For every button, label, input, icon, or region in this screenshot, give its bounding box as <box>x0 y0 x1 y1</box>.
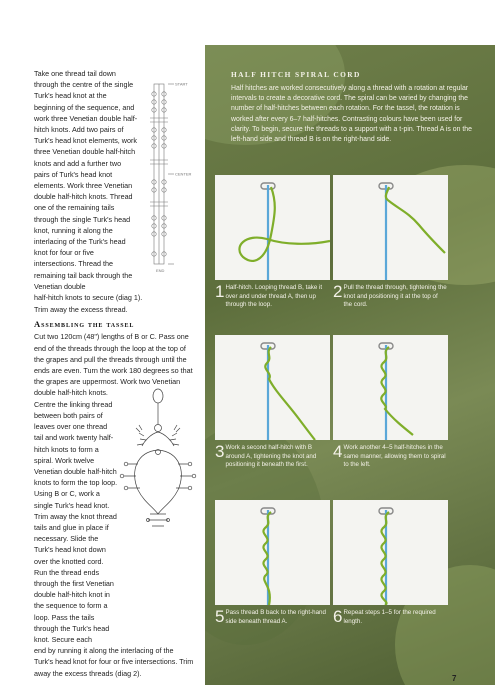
step-caption: Half-hitch. Looping thread B, take it over and under thread A, then up through the loop. <box>225 284 323 309</box>
step-number: 1 <box>215 282 225 301</box>
step-number: 3 <box>215 442 225 461</box>
assembling-paragraph-2: Centre the linking thread between both pairs of leaves over one thread tail and work twenty half-hitch knots to form a spiral. Work twelve Venetian double half-hitch knots to form the top loop. Using B or C, work a single Turk's head knot. Trim away the knot thread tails and glue in place if necessary. Slide the Turk's head knot down over the knotted cord. Run the thread ends through the first Venetian double half-hitch knot in the sequence to form a loop. Pass the tails through the Turk's head knot. Secure each <box>34 399 118 644</box>
step-5 <box>215 500 330 626</box>
half-hitch-panel <box>205 45 495 685</box>
step-number: 4 <box>333 442 343 461</box>
panel-title: HALF HITCH SPIRAL CORD <box>231 70 361 79</box>
label-end: END <box>156 268 165 273</box>
step-caption: Pull the thread through, tightening the knot and positioning it at the top of the cord. <box>343 284 447 309</box>
section-heading: Assembling the tassel <box>34 319 135 330</box>
instruction-paragraph: Take one thread tail down through the centre of the single Turk's head knot at the beginning of the sequence, and work three Venetian double half-hitch knots. Add two pairs of Turk's head knot elements, work three Venetian double half-hitch knots and add a further two pairs of Turk's head knot elements. Work three Venetian double half-hitch knots. Thread one of the remaining tails through the single Turk's head knot, running it along the interlacing of the Turk's head knot for four or five intersections. Thread the remaining tail back through the Venetian double <box>34 69 138 291</box>
knot-sequence-diagram <box>136 78 198 274</box>
assembling-paragraph: Cut two 120cm (48") lengths of B or C. Pass one end of the threads through the loop at the top of the grapes and pull the threads through until the ends are even. Turn the work 180 degrees so that the grapes are uppermost. Work two Venetian double half-hitch knots. <box>34 332 193 398</box>
step-caption: Work another 4–5 half-hitches in the same manner, allowing them to spiral to the left. <box>343 444 446 469</box>
instruction-trim: Trim away the excess thread. <box>34 305 128 315</box>
step-caption: Repeat steps 1–5 for the required length. <box>343 609 436 625</box>
page-number: 7 <box>452 674 457 683</box>
label-center: CENTER <box>175 171 192 177</box>
step-2 <box>333 175 448 310</box>
assembling-paragraph-end: end by running it along the interlacing of the Turk's head knot for four or five intersections. Trim away the excess threads (diag 2). <box>34 646 194 678</box>
step-3-photo <box>215 335 330 440</box>
step-number: 5 <box>215 607 225 626</box>
tassel-assembly-diagram <box>110 384 200 534</box>
panel-intro: Half hitches are worked consecutively along a thread with a rotation at regular intervals to create a decorative cord. The spiral can be varied by changing the number of half-hitches between each rotation. For the tassel, the rotation is worked after every 6–7 half-hitches. Contrasting colours have been used for clarity. To begin, secure the threads to a support with a t-pin. Thread A is on the left-hand side and thread B is on the right-hand side. <box>231 85 472 144</box>
step-1 <box>215 175 330 310</box>
step-4 <box>333 335 448 470</box>
step-caption: Pass thread B back to the right-hand side beneath thread A. <box>225 609 326 625</box>
step-3 <box>215 335 330 470</box>
label-start: START <box>175 81 188 87</box>
step-number: 6 <box>333 607 343 626</box>
step-number: 2 <box>333 282 343 301</box>
step-6 <box>333 500 448 626</box>
step-4-photo <box>333 335 448 440</box>
step-1-photo <box>215 175 330 280</box>
step-6-photo <box>333 500 448 605</box>
step-caption: Work a second half-hitch with B around A, tightening the knot and positioning it beneath the first. <box>225 444 317 469</box>
instruction-paragraph-end: half-hitch knots to secure (diag 1). <box>34 293 143 303</box>
step-5-photo <box>215 500 330 605</box>
step-2-photo <box>333 175 448 280</box>
